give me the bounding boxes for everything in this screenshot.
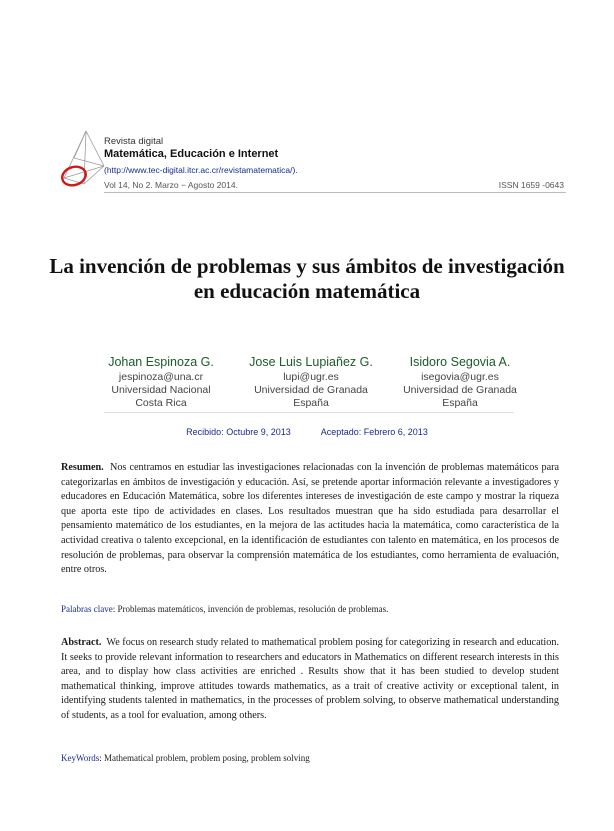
abstract-paragraph: [61, 636, 559, 724]
paper-title: La invención de problemas y sus ámbitos de investigación en educación matemática: [49, 254, 565, 303]
resumen-text: Nos centramos en estudiar las investigaciones relacionadas con la invención de problemas matemáticos para categorizarlas en ámbitos de investigación y educación. Así, se pretende aportar información relevante a investigadores y educadores en Educación Matemática, sobre los diferentes intereses de investigación de este campo y mostrar la riqueza que aporta este tipo de actividades en clases. Los resultados muestran que ha sido estudiada para desarrollar el pensamiento matemático de los estudiantes, en la mejora de las actitudes hacia la matemática, como característica de la actividad creativa o talento excepcional, en la identificación de estudiantes con talento en matemática, en los procesos de resolución de problemas, para observar la comprensión matemática de los estudiantes, como herramienta de evaluación, entre otros.: [61, 462, 560, 576]
palabras-clave-label: Palabras clave: [61, 604, 113, 614]
abstract-text: We focus on research study related to mathematical problem posing for categorizing in research and education. It seeks to provide relevant information to researchers and educators in Mathematics on different research interests in this area, and to display how class activities are enriched . Results show that it has been studied to develop student mathematical thinking, improve attitudes towards mathematics, as a trait of creative activity or exceptional talent, in identifying students talented in mathematics, in the processes of problem solving, to observe mathematical understanding of students, as a tool for evaluation, among others.: [61, 637, 559, 721]
resumen-paragraph: [61, 461, 559, 578]
resumen-label: Resumen.: [61, 462, 104, 473]
author-block: [91, 356, 231, 410]
author-name: Isidoro Segovia A.: [409, 355, 511, 369]
received-date: Recibido: Octubre 9, 2013: [186, 427, 291, 437]
journal-logo: [58, 128, 108, 190]
journal-issn: ISSN 1659 -0643: [498, 180, 564, 190]
keywords-label: KeyWords: [61, 753, 100, 763]
author-name: Johan Espinoza G.: [108, 355, 214, 369]
accepted-date: Aceptado: Febrero 6, 2013: [320, 427, 428, 437]
dates-line: [0, 427, 614, 437]
author-affiliation: Universidad de Granada: [403, 384, 517, 396]
journal-volume: Vol 14, No 2. Marzo − Agosto 2014.: [104, 180, 238, 190]
keywords-text: : Mathematical problem, problem posing, problem solving: [99, 753, 310, 763]
author-block: [241, 356, 381, 410]
author-email[interactable]: lupi@ugr.es: [283, 371, 339, 383]
author-country: España: [442, 397, 478, 409]
keywords: [61, 753, 559, 763]
palabras-clave-text: : Problemas matemáticos, invención de problemas, resolución de problemas.: [112, 604, 389, 614]
header-divider: [104, 192, 566, 193]
abstract-label: Abstract.: [61, 637, 102, 648]
author-name: Jose Luis Lupiañez G.: [249, 355, 373, 369]
author-country: España: [293, 397, 329, 409]
author-affiliation: Universidad Nacional: [111, 384, 211, 396]
author-email[interactable]: isegovia@ugr.es: [421, 371, 499, 383]
authors-divider: [104, 412, 514, 413]
author-affiliation: Universidad de Granada: [254, 384, 368, 396]
author-block: [390, 356, 530, 410]
journal-label: Revista digital: [104, 136, 164, 147]
journal-name: Matemática, Educación e Internet: [104, 148, 279, 160]
palabras-clave: [61, 604, 559, 614]
journal-url-link[interactable]: (http://www.tec-digital.itcr.ac.cr/revistamatematica/).: [104, 165, 298, 175]
author-email[interactable]: jespinoza@una.cr: [118, 371, 204, 383]
author-country: Costa Rica: [135, 397, 187, 409]
